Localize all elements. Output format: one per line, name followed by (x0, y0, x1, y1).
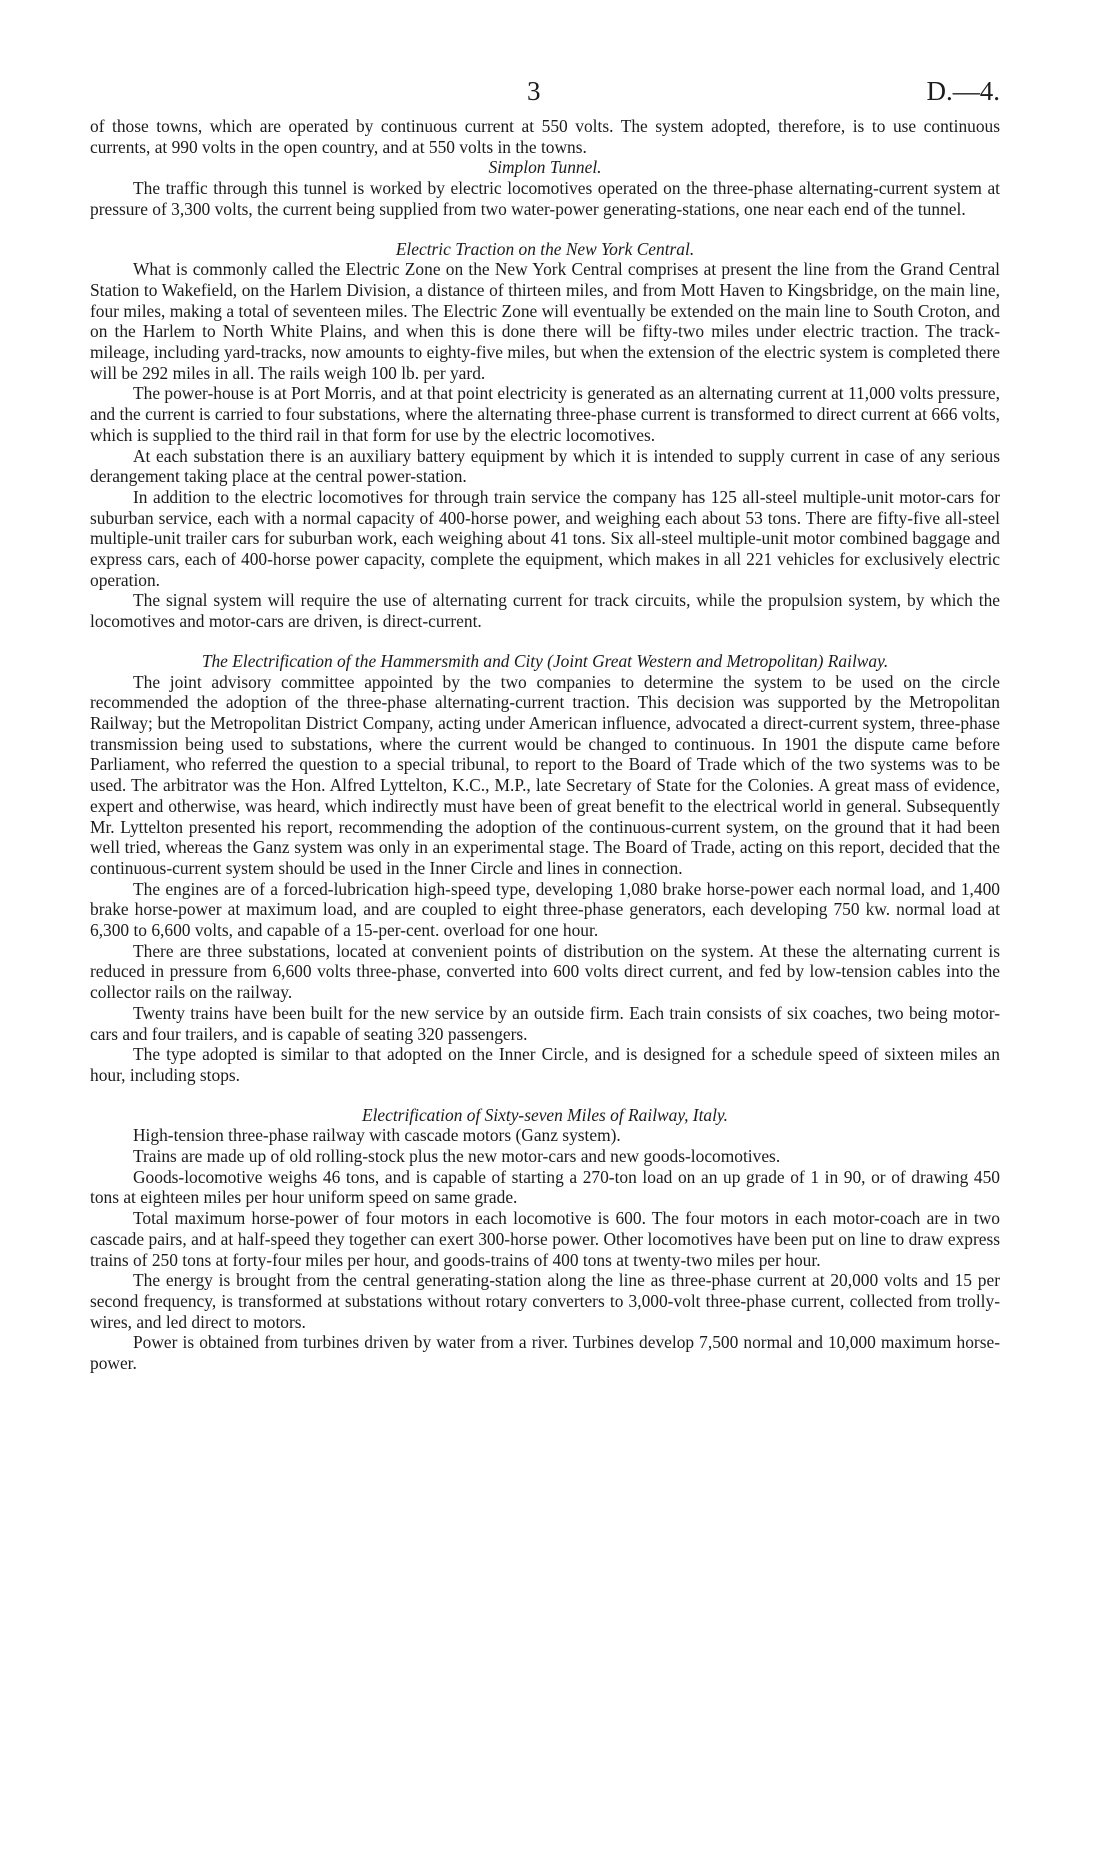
section-heading: The Electrification of the Hammersmith and City (Joint Great Western and Metropolitan) Railway. (201, 650, 889, 671)
paragraph: Goods-locomotive weighs 46 tons, and is capable of starting a 270-ton load on an up grade of 1 in 90, or of drawing 450 tons at eighteen miles per hour uniform speed on same grade. (90, 1166, 1000, 1208)
section-heading: Electrification of Sixty-seven Miles of Railway, Italy. (361, 1104, 729, 1125)
document-reference: D.—4. (926, 76, 1000, 106)
paragraph: The power-house is at Port Morris, and at that point electricity is generated as an alternating current at 11,000 volts pressure, and the current is carried to four substations, where the alternating three-phase current is transformed to direct current at 666 volts, which is supplied to the third rail in that form for use by the electric locomotives. (90, 383, 1000, 445)
page-number: 3 (527, 76, 541, 106)
section-heading: Electric Traction on the New York Central. (395, 238, 695, 259)
section-heading: Simplon Tunnel. (488, 157, 602, 178)
paragraph: In addition to the electric locomotives for through train service the company has 125 all-steel multiple-unit motor-cars for suburban service, each with a normal capacity of 400-horse power, and weighing each about 53 tons. There are fifty-five all-steel multiple-unit trailer cars for suburban work, each weighing about 41 tons. Six all-steel multiple-unit motor combined baggage and express cars, each of 400-horse power capacity, complete the equipment, which makes in all 221 vehicles for exclusively electric operation. (90, 486, 1000, 590)
document-body (90, 116, 1000, 1374)
paragraph: of those towns, which are operated by continuous current at 550 volts. The system adopted, therefore, is to use continuous currents, at 990 volts in the open country, and at 550 volts in the towns. (90, 116, 1000, 157)
paragraph: The joint advisory committee appointed by the two companies to determine the system to be used on the circle recommended the adoption of the three-phase alternating-current traction. This decision was supported by the Metropolitan Railway; but the Metropolitan District Company, acting under American influence, advocated a direct-current system, three-phase transmission being used to substations, where the current would be changed to continuous. In 1901 the dispute came before Parliament, who referred the question to a special tribunal, to report to the Board of Trade which of the two systems was to be used. The arbitrator was the Hon. Alfred Lyttelton, K.C., M.P., late Secretary of State for the Colonies. A great mass of evidence, expert and otherwise, was heard, which indirectly must have been of great benefit to the electrical world in general. Subsequently Mr. Lyttelton presented his report, recommending the adoption of the continuous-current system, on the ground that it had been well tried, whereas the Ganz system was only in an experimental stage. The Board of Trade, acting on this report, decided that the continuous-current system should be used in the Inner Circle and lines in connection. (90, 671, 1000, 878)
document-page (90, 76, 1000, 1374)
paragraph: The engines are of a forced-lubrication high-speed type, developing 1,080 brake horse-power each normal load, and 1,400 brake horse-power at maximum load, and are coupled to eight three-phase generators, each developing 750 kw. normal load at 6,300 to 6,600 volts, and capable of a 15-per-cent. overload for one hour. (90, 878, 1000, 941)
paragraph: High-tension three-phase railway with cascade motors (Ganz system). (133, 1125, 621, 1146)
paragraph: The signal system will require the use of alternating current for track circuits, while the propulsion system, by which the locomotives and motor-cars are driven, is direct-current. (90, 590, 1000, 632)
page-header (90, 76, 1000, 116)
paragraph: The energy is brought from the central generating-station along the line as three-phase current at 20,000 volts and 15 per second frequency, is transformed at substations without rotary converters to 3,000-volt three-phase current, collected from trolly-wires, and led direct to motors. (90, 1270, 1000, 1332)
paragraph: What is commonly called the Electric Zone on the New York Central comprises at present the line from the Grand Central Station to Wakefield, on the Harlem Division, a distance of thirteen miles, and from Mott Haven to Kingsbridge, on the main line, four miles, making a total of seventeen miles. The Electric Zone will eventually be extended on the main line to South Croton, and on the Harlem to North White Plains, and when this is done there will be fifty-two miles under electric traction. The track-mileage, including yard-tracks, now amounts to eighty-five miles, but when the extension of the electric system is completed there will be 292 miles in all. The rails weigh 100 lb. per yard. (90, 259, 1000, 383)
paragraph: Trains are made up of old rolling-stock plus the new motor-cars and new goods-locomotives. (133, 1146, 781, 1167)
paragraph: Power is obtained from turbines driven by water from a river. Turbines develop 7,500 normal and 10,000 maximum horse-power. (90, 1332, 1000, 1374)
paragraph: There are three substations, located at convenient points of distribution on the system. At these the alternating current is reduced in pressure from 6,600 volts three-phase, converted into 600 volts direct current, and fed by low-tension cables into the collector rails on the railway. (90, 940, 1000, 1003)
paragraph: Total maximum horse-power of four motors in each locomotive is 600. The four motors in each motor-coach are in two cascade pairs, and at half-speed they together can exert 300-horse power. Other locomotives have been put on line to draw express trains of 250 tons at forty-four miles per hour, and goods-trains of 400 tons at twenty-two miles per hour. (90, 1208, 1000, 1270)
paragraph: The type adopted is similar to that adopted on the Inner Circle, and is designed for a schedule speed of sixteen miles an hour, including stops. (90, 1044, 1000, 1085)
paragraph: At each substation there is an auxiliary battery equipment by which it is intended to supply current in case of any serious derangement taking place at the central power-station. (90, 445, 1000, 487)
paragraph: The traffic through this tunnel is worked by electric locomotives operated on the three-phase alternating-current system at pressure of 3,300 volts, the current being supplied from two water-power generating-stations, one near each end of the tunnel. (90, 178, 1000, 219)
paragraph: Twenty trains have been built for the new service by an outside firm. Each train consists of six coaches, two being motor-cars and four trailers, and is capable of seating 320 passengers. (90, 1002, 1000, 1044)
